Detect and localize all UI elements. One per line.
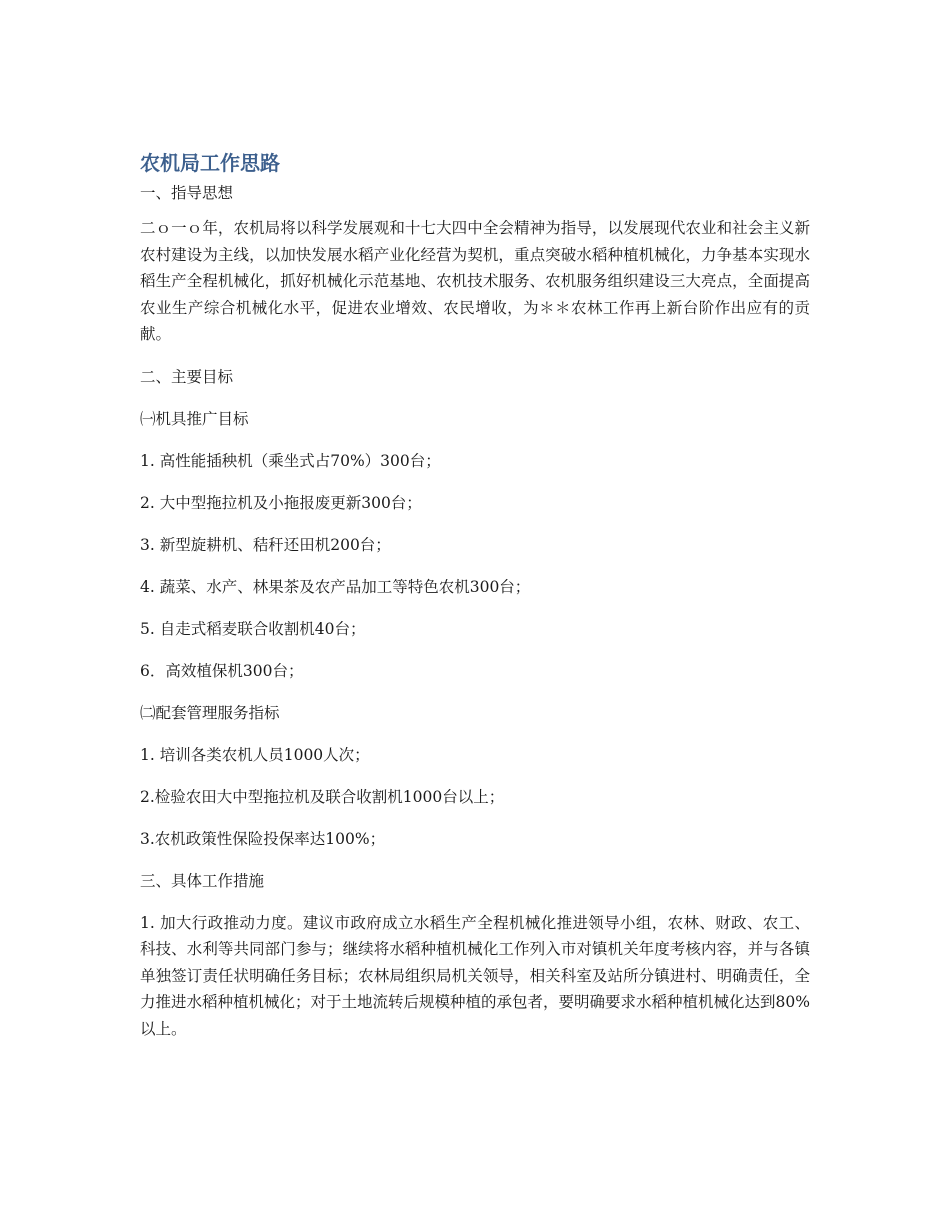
guiding-thought-paragraph: 二ｏ一ｏ年，农机局将以科学发展观和十七大四中全会精神为指导，以发展现代农业和社会主义新农村建设为主线，以加快发展水稻产业化经营为契机，重点突破水稻种植机械化，力争基本实现水稻生产全程机械化，抓好机械化示范基地、农机技术服务、农机服务组织建设三大亮点，全面提高农业生产综合机械化水平，促进农业增效、农民增收，为＊＊农林工作再上新台阶作出应有的贡献。	[140, 219, 810, 343]
list-item: 1. 培训各类农机人员1000人次；	[140, 745, 370, 764]
subsection-heading-service-indicators: ㈡配套管理服务指标	[140, 703, 280, 722]
document-page	[140, 148, 810, 1042]
list-item: 5. 自走式稻麦联合收割机40台；	[140, 619, 366, 638]
list-item: 6．高效植保机300台；	[140, 661, 304, 680]
section-heading-guiding-thought: 一、指导思想	[140, 184, 234, 202]
section-heading-main-goals: 二、主要目标	[140, 367, 234, 386]
list-item: 2.检验农田大中型拖拉机及联合收割机1000台以上；	[140, 787, 505, 806]
list-item: 2. 大中型拖拉机及小拖报废更新300台；	[140, 493, 422, 512]
list-item: 1. 高性能插秧机（乘坐式占70%）300台；	[140, 451, 441, 470]
subsection-heading-machinery-goals: ㈠机具推广目标	[140, 409, 249, 428]
list-item: 3. 新型旋耕机、秸秆还田机200台；	[140, 535, 391, 554]
work-measures-paragraph: 1. 加大行政推动力度。建议市政府成立水稻生产全程机械化推进领导小组，农林、财政、农工、科技、水利等共同部门参与；继续将水稻种植机械化工作列入市对镇机关年度考核内容，并与各镇单独签订责任状明确任务目标；农林局组织局机关领导，相关科室及站所分镇进村、明确责任，全力推进水稻种植机械化；对于土地流转后规模种植的承包者，要明确要求水稻种植机械化达到80%以上。	[140, 913, 810, 1038]
list-item: 3.农机政策性保险投保率达100%；	[140, 829, 386, 848]
list-item: 4. 蔬菜、水产、林果茶及农产品加工等特色农机300台；	[140, 577, 531, 596]
document-title: 农机局工作思路	[140, 151, 280, 175]
section-heading-work-measures: 三、具体工作措施	[140, 871, 265, 890]
